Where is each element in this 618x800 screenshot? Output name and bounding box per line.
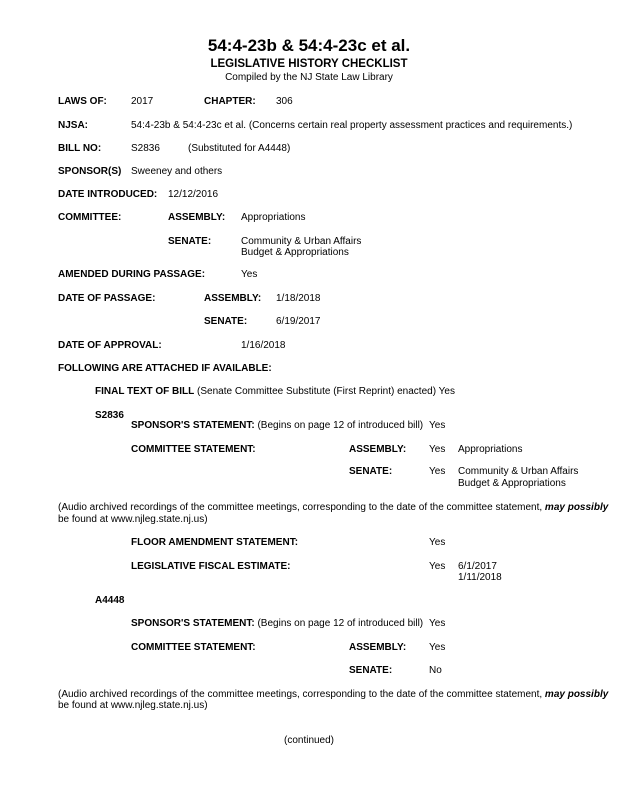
committee-label: COMMITTEE: [58, 212, 122, 223]
s2836-senate-committee-2: Budget & Appropriations [458, 478, 566, 489]
passage-assembly-label: ASSEMBLY: [204, 293, 262, 304]
laws-of-label: LAWS OF: [58, 96, 107, 107]
s2836-floor-label: FLOOR AMENDMENT STATEMENT: [131, 537, 299, 548]
date-introduced-label: DATE INTRODUCED: [58, 189, 158, 200]
bill-no-label: BILL NO: [58, 143, 102, 154]
s2836-fiscal-label: LEGISLATIVE FISCAL ESTIMATE: [131, 561, 291, 572]
s2836-audio-line-1 [58, 502, 608, 513]
bill-no-value: S2836 [131, 143, 160, 154]
sponsor-label: SPONSOR(S) [58, 166, 122, 177]
s2836-sponsor-label: SPONSOR'S STATEMENT: [131, 420, 255, 431]
chapter-label: CHAPTER: [204, 96, 256, 107]
committee-assembly-label: ASSEMBLY: [168, 212, 226, 223]
final-text-line [95, 386, 455, 397]
njsa-value: 54:4-23b & 54:4-23c et al. (Concerns certain real property assessment practices and requirements.) [131, 120, 573, 131]
a4448-heading: A4448 [95, 595, 125, 606]
s2836-assembly-value: Yes [429, 444, 446, 455]
a4448-sponsor-label: SPONSOR'S STATEMENT: [131, 618, 255, 629]
passage-assembly-value: 1/18/2018 [276, 293, 321, 304]
s2836-fiscal-date-1: 6/1/2017 [458, 561, 497, 572]
s2836-sponsor-value: Yes [429, 420, 446, 431]
laws-of-value: 2017 [131, 96, 154, 107]
s2836-audio-emphasis: may possibly [544, 502, 609, 513]
passage-label: DATE OF PASSAGE: [58, 293, 156, 304]
s2836-floor-value: Yes [429, 537, 446, 548]
attached-heading: FOLLOWING ARE ATTACHED IF AVAILABLE: [58, 363, 272, 374]
a4448-audio-line-1 [58, 689, 608, 700]
njsa-label: NJSA: [58, 120, 89, 131]
final-text-value: Yes [438, 386, 455, 397]
page-subtitle: LEGISLATIVE HISTORY CHECKLIST [210, 58, 408, 70]
page-title: 54:4-23b & 54:4-23c et al. [207, 36, 411, 55]
a4448-senate-label: SENATE: [349, 665, 393, 676]
passage-senate-label: SENATE: [204, 316, 248, 327]
s2836-heading: S2836 [95, 410, 124, 421]
s2836-assembly-label: ASSEMBLY: [349, 444, 407, 455]
s2836-fiscal-date-2: 1/11/2018 [458, 572, 502, 583]
approval-value: 1/16/2018 [241, 340, 286, 351]
s2836-senate-committee-1: Community & Urban Affairs [458, 466, 579, 477]
a4448-sponsor-value: Yes [429, 618, 446, 629]
approval-label: DATE OF APPROVAL: [58, 340, 162, 351]
a4448-senate-value: No [429, 665, 442, 676]
bill-no-note: (Substituted for A4448) [188, 143, 291, 154]
committee-senate-value-2: Budget & Appropriations [241, 247, 349, 258]
s2836-senate-label: SENATE: [349, 466, 393, 477]
sponsor-value: Sweeney and others [131, 166, 223, 177]
a4448-sponsor-line [131, 618, 423, 629]
amended-value: Yes [241, 269, 258, 280]
passage-senate-value: 6/19/2017 [276, 316, 321, 327]
date-introduced-value: 12/12/2016 [168, 189, 219, 200]
final-text-note: (Senate Committee Substitute (First Reprint) enacted) [197, 386, 437, 397]
s2836-sponsor-note: (Begins on page 12 of introduced bill) [257, 420, 424, 431]
s2836-fiscal-value: Yes [429, 561, 446, 572]
a4448-sponsor-note: (Begins on page 12 of introduced bill) [257, 618, 424, 629]
chapter-value: 306 [276, 96, 293, 107]
a4448-audio-text: (Audio archived recordings of the committee meetings, corresponding to the date of the committee statement, [58, 689, 543, 700]
committee-assembly-value: Appropriations [241, 212, 306, 223]
a4448-assembly-value: Yes [429, 642, 446, 653]
committee-senate-value-1: Community & Urban Affairs [241, 236, 362, 247]
s2836-senate-value: Yes [429, 466, 446, 477]
s2836-audio-text: (Audio archived recordings of the committee meetings, corresponding to the date of the committee statement, [58, 502, 543, 513]
a4448-audio-line-2: be found at www.njleg.state.nj.us) [58, 700, 208, 711]
continued-note: (continued) [283, 735, 335, 746]
a4448-committee-label: COMMITTEE STATEMENT: [131, 642, 256, 653]
s2836-committee-label: COMMITTEE STATEMENT: [131, 444, 256, 455]
s2836-sponsor-line [131, 420, 423, 431]
amended-label: AMENDED DURING PASSAGE: [58, 269, 206, 280]
a4448-assembly-label: ASSEMBLY: [349, 642, 407, 653]
committee-senate-label: SENATE: [168, 236, 212, 247]
compiled-by: Compiled by the NJ State Law Library [225, 72, 393, 83]
s2836-assembly-committee: Appropriations [458, 444, 523, 455]
final-text-label: FINAL TEXT OF BILL [95, 386, 195, 397]
s2836-audio-line-2: be found at www.njleg.state.nj.us) [58, 514, 208, 525]
a4448-audio-emphasis: may possibly [544, 689, 609, 700]
